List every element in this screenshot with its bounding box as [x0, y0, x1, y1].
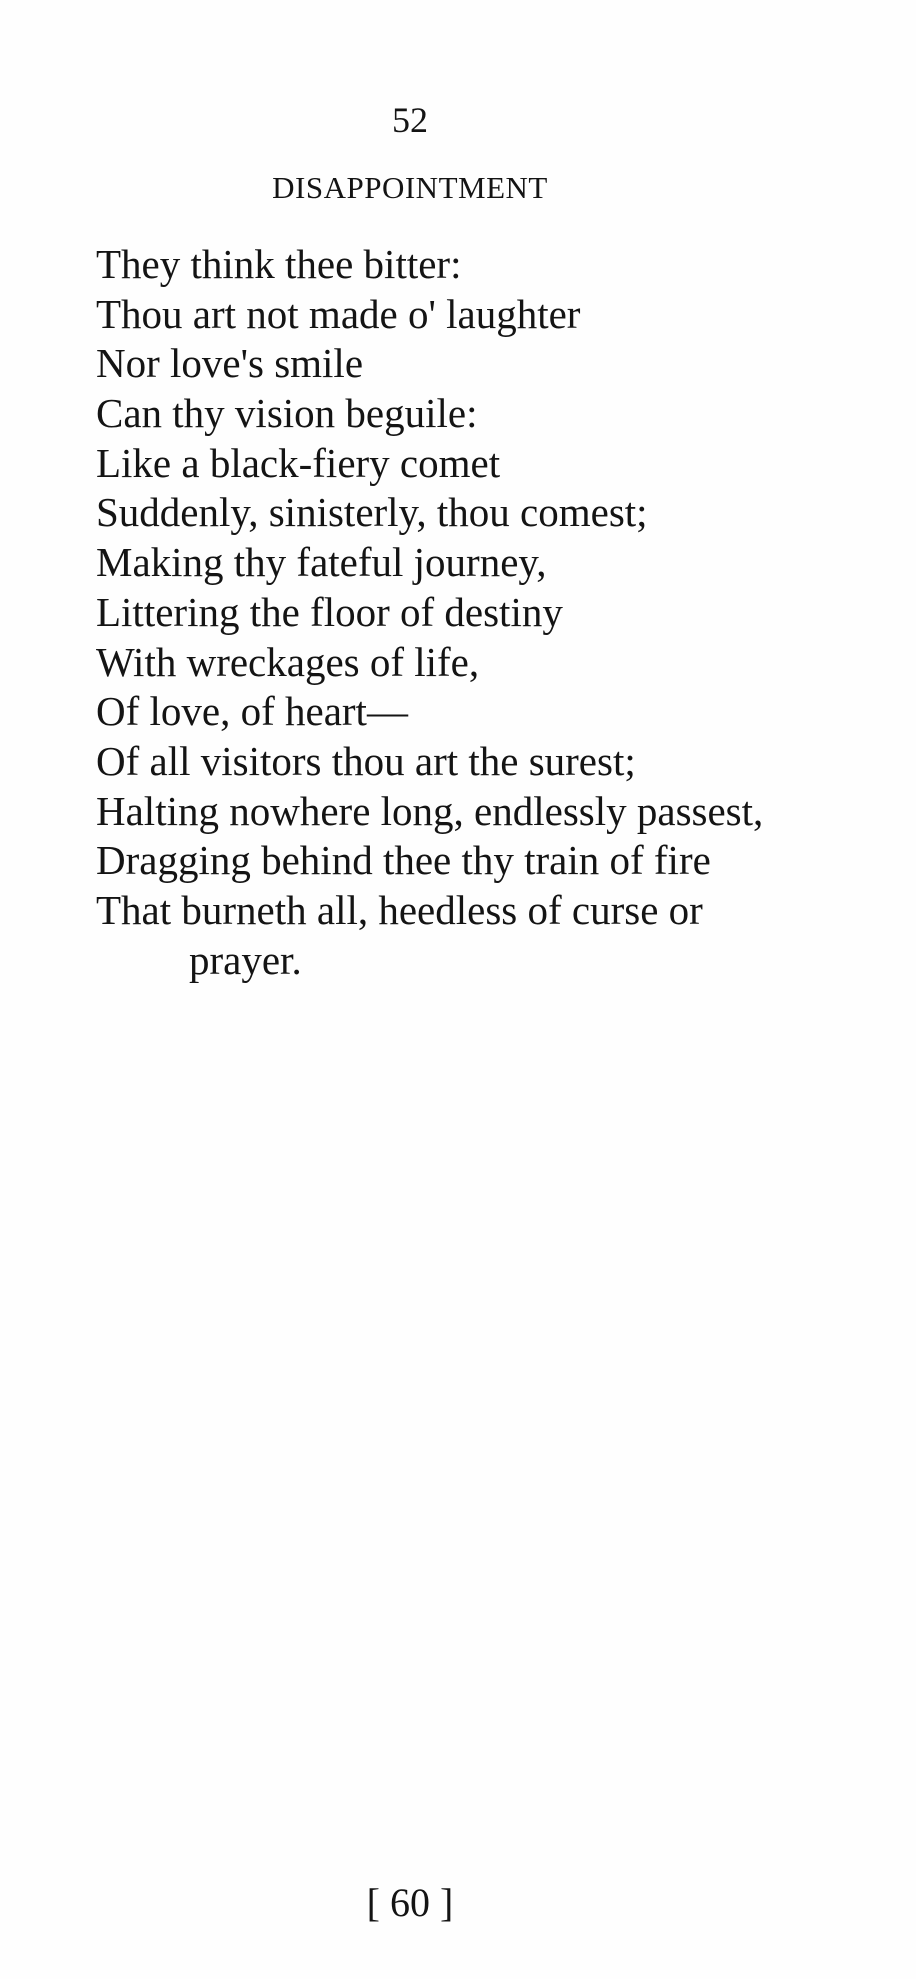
poem-line-continuation: prayer.: [189, 936, 302, 983]
poem-line: Suddenly, sinisterly, thou comest;: [96, 489, 648, 536]
poem-line: Littering the floor of destiny: [96, 588, 563, 635]
poem-line: They think thee bitter:: [96, 241, 462, 287]
poem-body: [96, 240, 896, 985]
poem-line: Of all visitors thou art the surest;: [96, 737, 636, 784]
poem-line: Nor love's smile: [96, 340, 364, 387]
poem-line: Thou art not made o' laughter: [96, 290, 581, 337]
poem-line: Dragging behind thee thy train of fire: [96, 837, 711, 884]
poem-line: Halting nowhere long, endlessly passest,: [96, 787, 764, 834]
poem-number: 52: [392, 100, 428, 140]
poem-line: Making thy fateful journey,: [96, 539, 547, 586]
poem-title: DISAPPOINTMENT: [272, 170, 548, 205]
poem-line: Of love, of heart—: [96, 688, 408, 735]
poem-line: That burneth all, heedless of curse or: [96, 886, 703, 933]
page-number: [ 60 ]: [366, 1880, 454, 1925]
poem-line: Like a black-fiery comet: [96, 439, 501, 486]
poem-line: Can thy vision beguile:: [96, 390, 478, 437]
poem-line: With wreckages of life,: [96, 638, 480, 685]
